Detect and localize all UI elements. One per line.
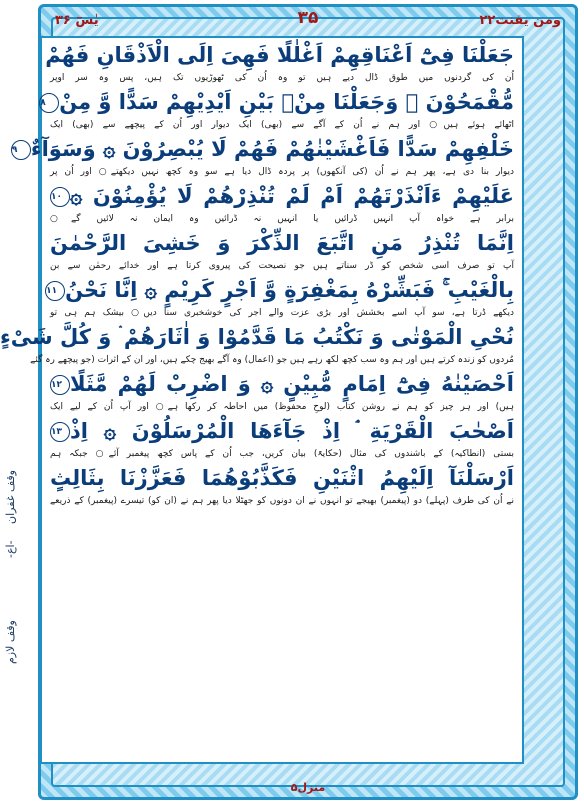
arabic-verse-text: مُّقْمَحُوْنَ ۞ وَجَعَلْنَا مِنْۢ بَیْنِ اَیْدِیْهِمْ سَدًّا وَّ مِنْ [59,90,514,114]
arabic-verse-line [0,320,522,354]
urdu-translation-line: اٹھائے ہوئے ہیں○ اور ہم نے اُن کے آگے سے (بھی) ایک دیوار اور اُن کے پیچھے سے (بھی) ایک [50,120,514,130]
arabic-verse-line [42,367,522,401]
margin-note-waqf-lazim: وقف لازم [4,620,17,664]
verse-line-block [42,179,522,226]
verse-line-block [42,367,522,414]
verse-line-block [11,132,522,179]
manzil-label: منزل۵ [290,781,326,794]
juz-name: ومن یقنت۲۲ [479,12,561,28]
arabic-verse-line [11,132,522,166]
ayah-number-marker: ۱۰ [50,187,70,207]
arabic-verse-line [42,461,522,495]
arabic-verse-text: نُحْیِ الْمَوْتٰی وَ نَكْتُبُ مَا قَدَّمُوْا وَ اٰثَارَهُمْ ۛ وَ كُلَّ شَیْءٍ [0,325,514,349]
ayah-number-marker: ۱۲ [50,375,70,395]
verse-line-block [42,414,522,461]
ayah-number-marker: ۱۳ [50,422,70,442]
arabic-verse-text: عَلَیْهِمْ ءَاَنْذَرْتَهُمْ اَمْ لَمْ تُنْذِرْهُمْ لَا یُؤْمِنُوْنَ ۞ [70,184,514,208]
arabic-verse-text: اَحْصَیْنٰهُ فِیْٓ اِمَامٍ مُّبِیْنٍ ۞ وَ اضْرِبْ لَهُمْ مَّثَلًا [70,372,514,396]
arabic-verse-line [42,273,522,307]
margin-note-waqf-ghufran: وقف غفران [4,470,17,524]
verse-line-block [42,85,522,132]
verse-line-block [42,38,522,85]
urdu-translation-line: بستی (انطاکیہ) کے باشندوں کی مثال (حکایۃً) بیان کریں، جب اُن کے پاس کچھ پیغمبر آئے○ جبکہ ہم [50,449,514,459]
surah-name: یٰسٓ ۳۶ [55,12,99,28]
urdu-translation-line: مُردوں کو زندہ کرتے ہیں اور ہم وہ سب کچھ لکھ رہے ہیں جو (اعمال) وہ آگے بھیج چکے ہیں، اور ان کے اثرات (جو پیچھے رہ گئے [30,355,514,365]
verse-line-block [42,273,522,320]
page-number: ۳۵ [297,8,319,28]
urdu-translation-line: اُن کی گردنوں میں طوق ڈال دیے ہیں تو وہ اُن کی ٹھوڑیوں تک ہیں، پس وہ سر اوپر [50,73,514,83]
ayah-number-marker: ۸ [39,93,59,113]
urdu-translation-line: ہیں) اور ہر چیز کو ہم نے روشن کتاب (لوحِ محفوظ) میں احاطہ کر رکھا ہے○ اور آپ اُن کے لیے ایک [50,402,514,412]
arabic-verse-line [42,414,522,448]
verse-line-block [42,226,522,273]
arabic-verse-text: جَعَلْنَا فِیْٓ اَعْنَاقِهِمْ اَغْلٰلًا فَهِیَ اِلَی الْاَذْقَانِ فَهُمْ [45,43,514,67]
arabic-verse-text: اَرْسَلْنَآ اِلَیْهِمُ اثْنَیْنِ فَكَذَّبُوْهُمَا فَعَزَّزْنَا بِثَالِثٍ [50,466,514,490]
arabic-verse-line [42,179,522,213]
arabic-verse-line [42,85,522,119]
margin-note-ruku: -اع- [4,540,17,558]
verse-line-block [0,320,522,367]
urdu-translation-line: نے اُن کی طرف (پہلے) دو (پیغمبر) بھیجے تو انہوں نے ان دونوں کو جھٹلا دیا پھر ہم نے (ان کو) تیسرے (پیغمبر) کے ذریعے [50,496,514,506]
urdu-translation-line: آپ تو صرف اسی شخص کو ڈر سناتے ہیں جو نصیحت کی پیروی کرتا ہے اور خدائے رحمٰن سے بن [50,261,514,271]
verse-line-block [42,461,522,508]
urdu-translation-line: دیوار بنا دی ہے، پھر ہم نے اُن (کی آنکھوں) پر پردہ ڈال دیا ہے سو وہ کچھ نہیں دیکھتے○ اور اُن پر [50,167,514,177]
arabic-verse-text: اَصْحٰبَ الْقَرْیَةِ ۘ اِذْ جَآءَهَا الْمُرْسَلُوْنَ ۞ اِذْ [70,419,514,443]
arabic-verse-line [42,226,522,260]
ayah-number-marker: ۹ [11,140,31,160]
arabic-verse-text: خَلْفِهِمْ سَدًّا فَاَغْشَیْنٰهُمْ فَهُمْ لَا یُبْصِرُوْنَ ۞ وَسَوَآءٌ [30,137,514,161]
urdu-translation-line: دیکھے ڈرتا ہے، سو آپ اسے بخشش اور بڑی عزت والے اجر کی خوشخبری سنا دیں○ بیشک ہم ہی تو [50,308,514,318]
arabic-verse-text: اِنَّمَا تُنْذِرُ مَنِ اتَّبَعَ الذِّكْرَ وَ خَشِیَ الرَّحْمٰنَ [50,231,514,255]
ayah-number-marker: ۱۱ [45,281,65,301]
urdu-translation-line: برابر ہے خواہ آپ انہیں ڈرائیں یا انہیں نہ ڈرائیں وہ ایمان نہ لائیں گے○ [50,214,514,224]
arabic-verse-line [42,38,522,72]
arabic-verse-text: بِالْغَیْبِ ۚ فَبَشِّرْهُ بِمَغْفِرَةٍ وَّ اَجْرٍ كَرِیْمٍ ۞ اِنَّا نَحْنُ [65,278,514,302]
